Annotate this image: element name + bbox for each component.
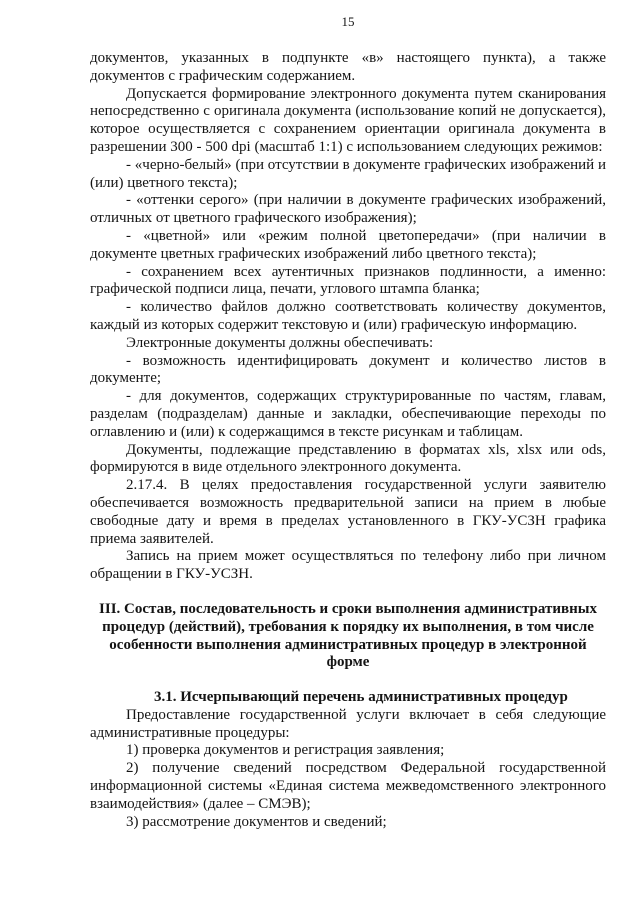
list-item: - количество файлов должно соответствовать количеству документов, каждый из которых содержит текстовую и (или) графическую информацию. xyxy=(90,299,606,333)
paragraph: Допускается формирование электронного документа путем сканирования непосредственно с оригинала документа (использование копий не допускается), которое осуществляется с сохранением ориентации оригинала документа в разрешении 300 - 500 dpi (масштаб 1:1) с использованием следующих режимов: xyxy=(90,85,606,155)
paragraph: Предоставление государственной услуги включает в себя следующие административные процедуры: xyxy=(90,706,606,741)
list-item: - возможность идентифицировать документ и количество листов в документе; xyxy=(90,352,606,387)
paragraph: 2.17.4. В целях предоставления государственной услуги заявителю обеспечивается возможность предварительной записи на прием в любые свободные дату и время в пределах установленного в ГКУ-УСЗН графика приема заявителей. xyxy=(90,477,606,547)
list-item: - «оттенки серого» (при наличии в документе графических изображений, отличных от цветного графического изображения); xyxy=(90,192,606,227)
list-item: 2) получение сведений посредством Федеральной государственной информационной системы «Единая система межведомственного электронного взаимодействия» (далее – СМЭВ); xyxy=(90,760,606,812)
list-item: 3) рассмотрение документов и сведений; xyxy=(126,813,387,830)
subsection-heading: 3.1. Исчерпывающий перечень административных процедур xyxy=(154,689,568,706)
list-item: - сохранением всех аутентичных признаков подлинности, а именно: графической подписи лица, печати, углового штампа бланка; xyxy=(90,263,606,298)
paragraph: документов, указанных в подпункте «в» настоящего пункта), а также документов с графическим содержанием. xyxy=(90,50,606,84)
list-item: - «черно-белый» (при отсутствии в документе графических изображений и (или) цветного текста); xyxy=(90,156,606,191)
document-page xyxy=(90,14,606,894)
page-number: 15 xyxy=(341,14,355,29)
paragraph: Документы, подлежащие представлению в форматах xls, xlsx или ods, формируются в виде отдельного электронного документа. xyxy=(90,441,606,476)
list-item: - для документов, содержащих структурированные по частям, главам, разделам (подразделам) данные и закладки, обеспечивающие переходы по оглавлению и (или) к содержащимся в тексте рисункам и таблицам. xyxy=(90,388,606,440)
document-body xyxy=(90,50,606,831)
paragraph: Электронные документы должны обеспечивать: xyxy=(126,334,434,351)
list-item: 1) проверка документов и регистрация заявления; xyxy=(126,742,445,759)
list-item: - «цветной» или «режим полной цветопередачи» (при наличии в документе цветных графических изображений либо цветного текста); xyxy=(90,227,606,262)
paragraph: Запись на прием может осуществляться по телефону либо при личном обращении в ГКУ-УСЗН. xyxy=(90,548,606,583)
section-heading: III. Состав, последовательность и сроки выполнения административных процедур (действий), требования к порядку их выполнения, в том числе особенности выполнения административных процедур в электронной форме xyxy=(99,600,597,671)
